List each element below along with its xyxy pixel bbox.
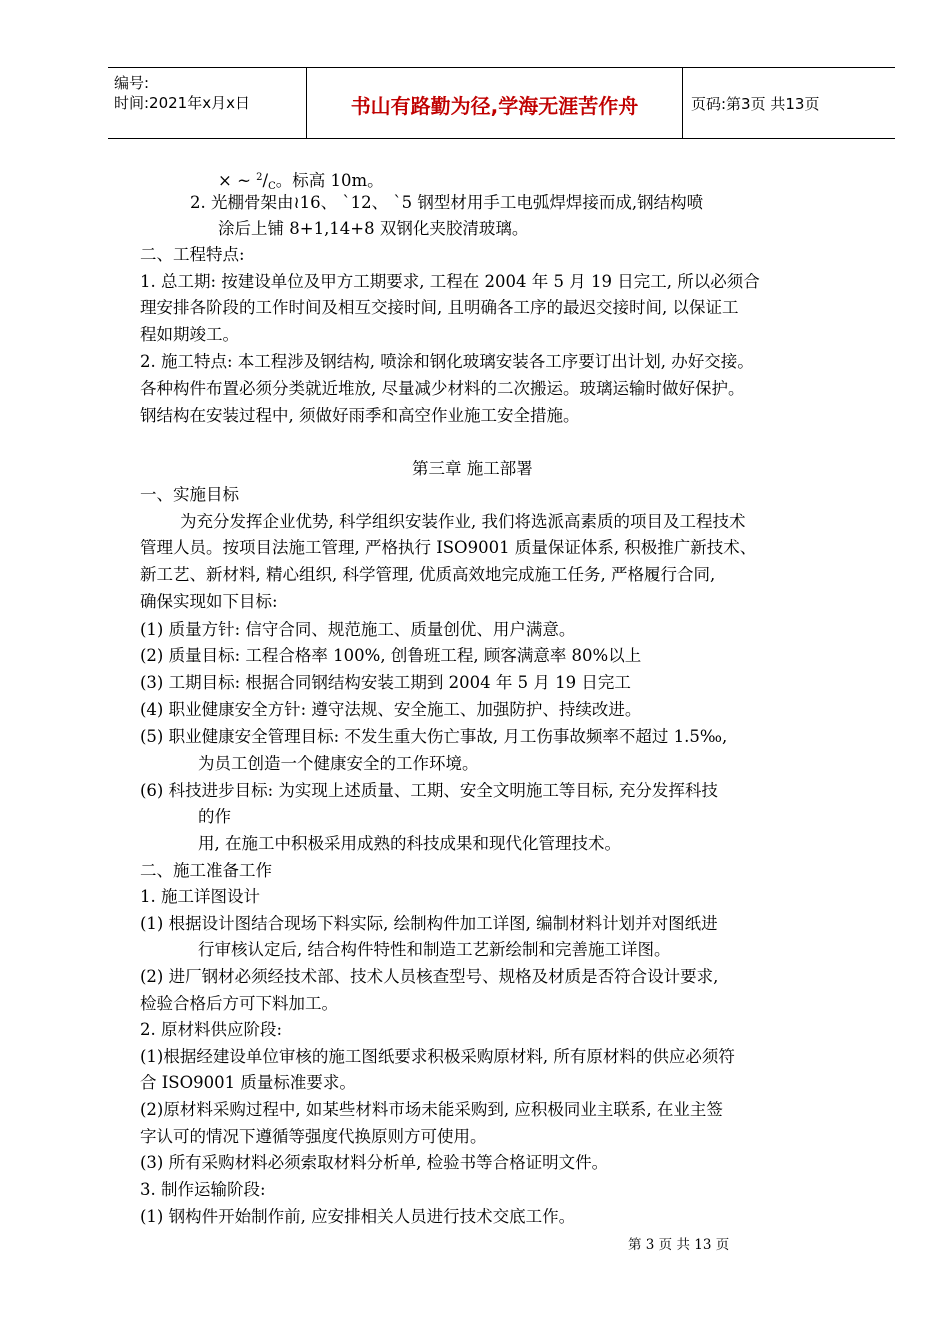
header-motto-cell [307, 68, 683, 138]
text-line: 为员工创造一个健康安全的工作环境。 [198, 754, 479, 773]
subsection-heading: 3. 制作运输阶段: [140, 1180, 266, 1199]
number-label: 编号: [114, 74, 150, 92]
text-line: 确保实现如下目标: [140, 592, 278, 611]
text-line: 新工艺、新材料, 精心组织, 科学管理, 优质高效地完成施工任务, 严格履行合同, [140, 565, 716, 584]
list-item: (1) 根据设计图结合现场下料实际, 绘制构件加工详图, 编制材料计划并对图纸进 [140, 914, 718, 933]
motto-text: 书山有路勤为径,学海无涯苦作舟 [350, 94, 639, 118]
list-item: (1)根据经建设单位审核的施工图纸要求积极采购原材料, 所有原材料的供应必须符 [140, 1047, 735, 1066]
subscript: C [268, 181, 276, 192]
document-header [108, 67, 895, 139]
text-line: 字认可的情况下遵循等强度代换原则方可使用。 [140, 1127, 487, 1146]
text-line: 行审核认定后, 结合构件特性和制造工艺新绘制和完善施工详图。 [198, 940, 671, 959]
subsection-heading: 1. 施工详图设计 [140, 887, 260, 906]
text-line: 各种构件布置必须分类就近堆放, 尽量减少材料的二次搬运。玻璃运输时做好保护。 [140, 379, 745, 398]
text-line: 管理人员。按项目法施工管理, 严格执行 ISO9001 质量保证体系, 积极推广新技术、 [140, 538, 757, 557]
list-item: (1) 质量方针: 信守合同、规范施工、质量创优、用户满意。 [140, 620, 576, 639]
text-line: 程如期竣工。 [140, 325, 239, 344]
text-line: 的作 [198, 807, 231, 826]
chapter-title: 第三章 施工部署 [412, 459, 533, 478]
subsection-heading: 2. 原材料供应阶段: [140, 1020, 283, 1039]
section-heading: 二、工程特点: [140, 245, 245, 264]
section-heading: 二、施工准备工作 [140, 861, 272, 880]
text-line: 2. 光棚骨架由≀16、 ˋ12、 ˋ5 钢型材用手工电弧焊焊接而成,钢结构喷 [190, 193, 704, 212]
time-label: 时间:2021年x月x日 [114, 94, 250, 112]
text-line: 合 ISO9001 质量标准要求。 [140, 1073, 356, 1092]
text-line: 钢结构在安装过程中, 须做好雨季和高空作业施工安全措施。 [140, 406, 580, 425]
list-item: (2) 质量目标: 工程合格率 100%, 创鲁班工程, 顾客满意率 80%以上 [140, 646, 642, 665]
text-line: 2. 施工特点: 本工程涉及钢结构, 喷涂和钢化玻璃安装各工序要订出计划, 办好交接。 [140, 352, 754, 371]
text-segment: 。标高 10m。 [275, 171, 384, 190]
page-footer: 第 3 页 共 13 页 [628, 1237, 730, 1253]
list-item: (1) 钢构件开始制作前, 应安排相关人员进行技术交底工作。 [140, 1207, 576, 1226]
list-item: (3) 工期目标: 根据合同钢结构安装工期到 2004 年 5 月 19 日完工 [140, 673, 631, 692]
list-item: (2) 进厂钢材必须经技术部、技术人员核查型号、规格及材质是否符合设计要求, [140, 967, 719, 986]
text-line: 为充分发挥企业优势, 科学组织安装作业, 我们将选派高素质的项目及工程技术 [180, 512, 746, 531]
text-segment: × ~ [218, 171, 257, 190]
header-page-cell [683, 68, 895, 138]
list-item: (3) 所有采购材料必须索取材料分析单, 检验书等合格证明文件。 [140, 1153, 609, 1172]
header-meta-cell [108, 68, 307, 138]
text-line: 1. 总工期: 按建设单位及甲方工期要求, 工程在 2004 年 5 月 19 日完工, 所以必须合 [140, 272, 760, 291]
list-item: (4) 职业健康安全方针: 遵守法规、安全施工、加强防护、持续改进。 [140, 700, 642, 719]
list-item: (6) 科技进步目标: 为实现上述质量、工期、安全文明施工等目标, 充分发挥科技 [140, 781, 718, 800]
page-info: 页码:第3页 共13页 [691, 95, 820, 113]
list-item: (5) 职业健康安全管理目标: 不发生重大伤亡事故, 月工伤事故频率不超过 1.5‰, [140, 727, 728, 746]
text-segment: / [262, 171, 269, 190]
text-line: 用, 在施工中积极采用成熟的科技成果和现代化管理技术。 [198, 834, 621, 853]
text-line: 涂后上铺 8+1,14+8 双钢化夹胶清玻璃。 [218, 219, 529, 238]
list-item: (2)原材料采购过程中, 如某些材料市场未能采购到, 应积极同业主联系, 在业主签 [140, 1100, 723, 1119]
text-line: 检验合格后方可下料加工。 [140, 994, 338, 1013]
superscript: 2 [256, 172, 263, 183]
text-line: 理安排各阶段的工作时间及相互交接时间, 且明确各工序的最迟交接时间, 以保证工 [140, 298, 739, 317]
section-heading: 一、实施目标 [140, 485, 239, 504]
